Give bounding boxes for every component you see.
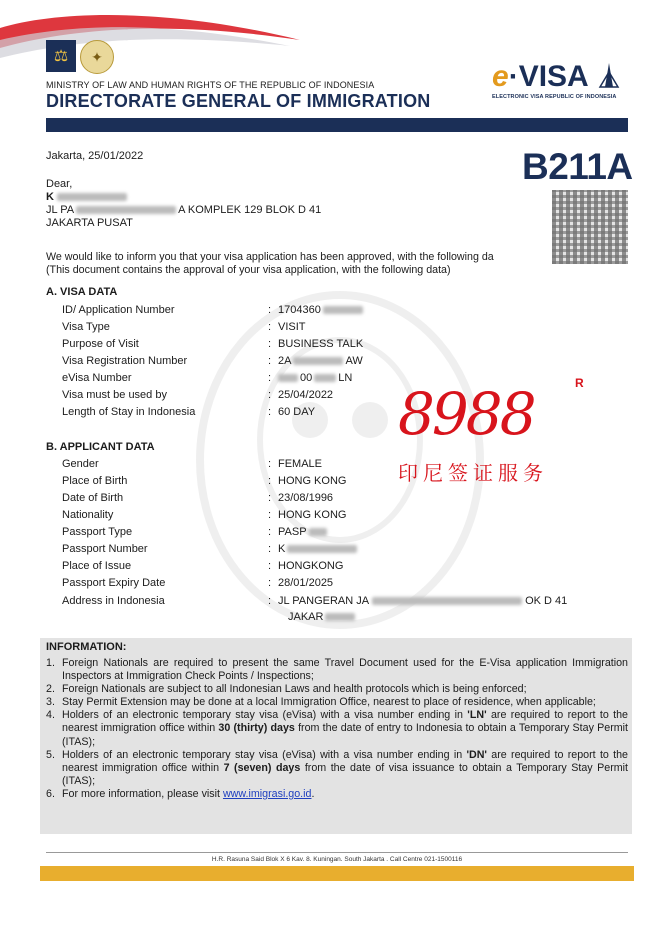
visa-code: B211A xyxy=(522,146,633,187)
applicant-row-passport-type: Passport Type : PASP xyxy=(62,526,327,540)
redacted-value xyxy=(293,357,343,365)
information-item: 1. Foreign Nationals are required to present the same Travel Document used for the E-Visa application Immigration Inspectors at Immigration Check Points / Inspections; xyxy=(46,657,628,683)
applicant-row-date-of-birth: Date of Birth : 23/08/1996 xyxy=(62,492,334,504)
logo-group xyxy=(46,40,114,74)
row-value: 1704360 xyxy=(278,304,321,316)
applicant-row-gender: Gender : FEMALE xyxy=(62,458,323,470)
evisa-logo-visa: VISA xyxy=(518,60,588,93)
monas-icon xyxy=(596,62,622,88)
row-label: Length of Stay in Indonesia xyxy=(62,406,196,418)
row-value: JAKAR xyxy=(288,611,324,623)
row-label: Passport Number xyxy=(62,543,148,555)
salutation: Dear, xyxy=(46,178,73,190)
row-value: JL PANGERAN JA xyxy=(278,595,370,607)
letter-date: Jakarta, 25/01/2022 xyxy=(46,150,144,162)
immigration-seal: ✦ xyxy=(80,40,114,74)
footer-divider xyxy=(46,852,628,853)
information-list xyxy=(46,657,628,801)
visa-row-evisa-number: eVisa Number : 00 LN xyxy=(62,372,353,384)
row-label: ID/ Application Number xyxy=(62,304,175,316)
row-label: Place of Birth xyxy=(62,475,128,487)
header-bar xyxy=(46,118,628,132)
visa-row-purpose: Purpose of Visit : BUSINESS TALK xyxy=(62,338,364,350)
row-label: Passport Type xyxy=(62,526,133,538)
applicant-row-address: Address in Indonesia : JL PANGERAN JA OK D 41 xyxy=(62,595,568,607)
imigrasi-website-link[interactable]: www.imigrasi.go.id xyxy=(222,787,312,800)
row-value: PASP xyxy=(278,526,307,538)
row-value: HONG KONG xyxy=(278,475,347,487)
redacted-value xyxy=(325,613,355,621)
row-label: Address in Indonesia xyxy=(62,595,165,607)
row-value-suffix: AW xyxy=(345,355,363,367)
applicant-row-place-of-birth: Place of Birth : HONG KONG xyxy=(62,475,347,487)
row-label: Visa Registration Number xyxy=(62,355,188,367)
visa-row-length-of-stay: Length of Stay in Indonesia : 60 DAY xyxy=(62,406,316,418)
applicant-row-passport-number: Passport Number : K xyxy=(62,543,357,557)
row-value: K xyxy=(278,543,286,555)
row-label: Passport Expiry Date xyxy=(62,577,166,589)
recipient-block xyxy=(46,178,321,230)
row-label: Date of Birth xyxy=(62,492,124,504)
row-value-suffix: OK D 41 xyxy=(525,595,568,607)
visa-data-heading: A. VISA DATA xyxy=(46,286,118,298)
ministry-name: MINISTRY OF LAW AND HUMAN RIGHTS OF THE REPUBLIC OF INDONESIA xyxy=(46,80,375,90)
row-label: Nationality xyxy=(62,509,114,521)
applicant-row-place-of-issue: Place of Issue : HONGKONG xyxy=(62,560,344,572)
row-label: Gender xyxy=(62,458,99,470)
applicant-address-line-2 xyxy=(278,611,355,625)
recipient-city: JAKARTA PUSAT xyxy=(46,217,133,229)
evisa-logo-e: e xyxy=(492,60,509,93)
visa-row-type: Visa Type : VISIT xyxy=(62,321,306,333)
row-value: FEMALE xyxy=(278,458,323,470)
row-value: 28/01/2025 xyxy=(278,577,334,589)
row-value: VISIT xyxy=(278,321,306,333)
intro-line-2: (This document contains the approval of your visa application, with the following data) xyxy=(46,264,451,276)
row-value: HONG KONG xyxy=(278,509,347,521)
evisa-subtitle: ELECTRONIC VISA REPUBLIC OF INDONESIA xyxy=(492,94,617,100)
information-item: 3. Stay Permit Extension may be done at a local Immigration Office, nearest to place of residence, when applicable; xyxy=(46,696,596,709)
row-label: eVisa Number xyxy=(62,372,132,384)
row-label: Visa must be used by xyxy=(62,389,167,401)
redacted-name xyxy=(57,193,127,201)
row-label: Visa Type xyxy=(62,321,110,333)
footer-address: H.R. Rasuna Said Blok X 6 Kav. 8. Kuningan. South Jakarta . Call Centre 021-1500116 xyxy=(211,856,463,863)
service-stamp-chinese: 印尼签证服务 xyxy=(398,461,548,485)
redacted-value xyxy=(372,597,522,605)
service-stamp-mark: R xyxy=(575,376,584,390)
row-value: BUSINESS TALK xyxy=(278,338,364,350)
redacted-value xyxy=(309,528,327,536)
redacted-value xyxy=(323,306,363,314)
service-stamp-number: 8988 xyxy=(398,380,534,448)
information-item: 6. For more information, please visit www.imigrasi.go.id. xyxy=(46,787,315,800)
evisa-logo xyxy=(492,62,632,100)
row-value-suffix: LN xyxy=(338,372,353,384)
information-item: 5. Holders of an electronic temporary stay visa (eVisa) with a visa number ending in 'DN' are required to report to the nearest immigration office within 7 (seven) days from the date of visa issuance to obtain a Temporary Stay Permit (ITAS); xyxy=(46,748,629,787)
information-item: 4. Holders of an electronic temporary stay visa (eVisa) with a visa number ending in 'LN' are required to report to the nearest immigration office within 30 (thirty) days from the date of entry to Indonesia to obtain a Temporary Stay Permit (ITAS); xyxy=(46,709,629,748)
visa-row-must-be-used-by: Visa must be used by : 25/04/2022 xyxy=(62,389,334,401)
redacted-address xyxy=(76,206,176,214)
applicant-data-heading: B. APPLICANT DATA xyxy=(46,441,155,453)
row-value: 60 DAY xyxy=(278,406,316,418)
visa-row-application-number: ID/ Application Number : 1704360 xyxy=(62,304,363,318)
footer-bar xyxy=(40,866,634,881)
row-label: Purpose of Visit xyxy=(62,338,139,350)
redacted-value xyxy=(287,545,357,553)
row-value: 00 xyxy=(300,372,313,384)
recipient-address-start: JL PA xyxy=(46,204,75,216)
applicant-row-nationality: Nationality : HONG KONG xyxy=(62,509,347,521)
row-label: Place of Issue xyxy=(62,560,132,572)
directorate-title: DIRECTORATE GENERAL OF IMMIGRATION xyxy=(46,91,431,111)
information-item: 2. Foreign Nationals are subject to all Indonesian Laws and health protocols which is being enforced; xyxy=(46,683,527,696)
intro-line-1: We would like to inform you that your visa application has been approved, with the following da xyxy=(46,251,494,263)
applicant-row-passport-expiry: Passport Expiry Date : 28/01/2025 xyxy=(62,577,334,589)
row-value: 2A xyxy=(278,355,292,367)
evisa-logo-dot: · xyxy=(508,60,519,93)
row-value: HONGKONG xyxy=(278,560,344,572)
row-value: 25/04/2022 xyxy=(278,389,334,401)
ministry-logo: ⚖ xyxy=(46,40,76,72)
recipient-address-end: A KOMPLEK 129 BLOK D 41 xyxy=(178,204,322,216)
redacted-value xyxy=(278,374,298,382)
redacted-value xyxy=(314,374,336,382)
row-value: 23/08/1996 xyxy=(278,492,334,504)
recipient-name-prefix: K xyxy=(46,191,54,203)
visa-row-registration: Visa Registration Number : 2A AW xyxy=(62,355,363,367)
intro-text xyxy=(46,251,586,277)
information-heading: INFORMATION: xyxy=(46,641,127,653)
